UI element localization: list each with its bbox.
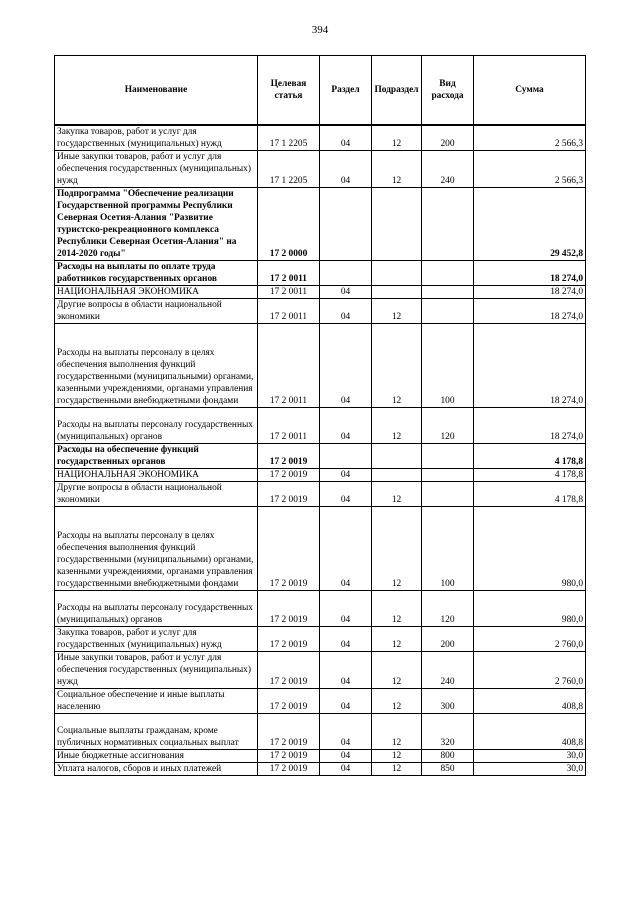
row-section: 04: [320, 469, 372, 482]
row-sum: 4 178,8: [474, 482, 586, 507]
row-expense-type: [422, 469, 474, 482]
row-name: Расходы на выплаты персоналу в целях обеспечения выполнения функций государственными (муниципальными) органами, казенными учреждениями, органами управления государственными внебюджетными фондами: [55, 507, 258, 591]
table-row: [55, 627, 586, 652]
row-expense-type: [422, 482, 474, 507]
row-name: Иные закупки товаров, работ и услуг для обеспечения государственных (муниципальных) нужд: [55, 151, 258, 188]
row-sum: 408,8: [474, 689, 586, 714]
row-expense-type: [422, 188, 474, 261]
row-article: 17 2 0019: [258, 469, 320, 482]
table-row: [55, 444, 586, 469]
table-row: [55, 286, 586, 299]
row-expense-type: 240: [422, 151, 474, 188]
row-article: 17 2 0019: [258, 482, 320, 507]
row-article: 17 2 0011: [258, 261, 320, 286]
row-expense-type: [422, 299, 474, 324]
row-name: Уплата налогов, сборов и иных платежей: [55, 763, 258, 776]
row-subsection: 12: [372, 714, 422, 750]
row-subsection: 12: [372, 151, 422, 188]
table-row: [55, 763, 586, 776]
row-sum: 2 760,0: [474, 652, 586, 689]
row-name: Социальное обеспечение и иные выплаты населению: [55, 689, 258, 714]
row-article: 17 2 0019: [258, 444, 320, 469]
table-row: [55, 482, 586, 507]
table-row: [55, 151, 586, 188]
row-name: Закупка товаров, работ и услуг для государственных (муниципальных) нужд: [55, 627, 258, 652]
row-section: 04: [320, 408, 372, 444]
row-article: 17 2 0019: [258, 591, 320, 627]
row-section: [320, 188, 372, 261]
row-name: НАЦИОНАЛЬНАЯ ЭКОНОМИКА: [55, 469, 258, 482]
header-expense-type: Вид расхода: [422, 56, 474, 126]
row-subsection: [372, 188, 422, 261]
table-row: [55, 689, 586, 714]
row-sum: 18 274,0: [474, 286, 586, 299]
header-sum: Сумма: [474, 56, 586, 126]
row-name: НАЦИОНАЛЬНАЯ ЭКОНОМИКА: [55, 286, 258, 299]
table-row: [55, 750, 586, 763]
row-section: 04: [320, 507, 372, 591]
row-section: [320, 261, 372, 286]
row-subsection: [372, 261, 422, 286]
row-expense-type: 200: [422, 125, 474, 151]
row-expense-type: [422, 444, 474, 469]
row-name: Другие вопросы в области национальной экономики: [55, 482, 258, 507]
table-row: [55, 125, 586, 151]
row-expense-type: 200: [422, 627, 474, 652]
table-header-row: [55, 56, 586, 126]
row-article: 17 1 2205: [258, 125, 320, 151]
row-section: 04: [320, 125, 372, 151]
row-article: 17 2 0011: [258, 299, 320, 324]
row-expense-type: [422, 261, 474, 286]
row-subsection: [372, 469, 422, 482]
row-name: Расходы на выплаты персоналу государственных (муниципальных) органов: [55, 591, 258, 627]
row-section: 04: [320, 750, 372, 763]
row-subsection: 12: [372, 591, 422, 627]
row-section: 04: [320, 714, 372, 750]
row-expense-type: 800: [422, 750, 474, 763]
table-row: [55, 261, 586, 286]
row-sum: 18 274,0: [474, 324, 586, 408]
header-name: Наименование: [55, 56, 258, 126]
row-sum: 408,8: [474, 714, 586, 750]
row-expense-type: 120: [422, 591, 474, 627]
budget-table: [54, 55, 586, 776]
row-expense-type: 300: [422, 689, 474, 714]
row-sum: 2 566,3: [474, 125, 586, 151]
row-article: 17 2 0011: [258, 324, 320, 408]
row-section: 04: [320, 324, 372, 408]
row-subsection: 12: [372, 324, 422, 408]
row-section: 04: [320, 689, 372, 714]
row-name: Другие вопросы в области национальной экономики: [55, 299, 258, 324]
row-subsection: 12: [372, 627, 422, 652]
row-expense-type: 100: [422, 324, 474, 408]
row-name: Расходы на выплаты персоналу в целях обеспечения выполнения функций государственными (муниципальными) органами, казенными учреждениями, органами управления государственными внебюджетными фондами: [55, 324, 258, 408]
row-sum: 980,0: [474, 591, 586, 627]
header-section: Раздел: [320, 56, 372, 126]
row-sum: 4 178,8: [474, 469, 586, 482]
row-article: 17 2 0011: [258, 286, 320, 299]
row-section: 04: [320, 286, 372, 299]
table-row: [55, 324, 586, 408]
row-subsection: 12: [372, 652, 422, 689]
row-expense-type: 850: [422, 763, 474, 776]
row-subsection: 12: [372, 299, 422, 324]
row-sum: 30,0: [474, 763, 586, 776]
row-name: Расходы на выплаты по оплате труда работников государственных органов: [55, 261, 258, 286]
table-row: [55, 714, 586, 750]
row-section: 04: [320, 652, 372, 689]
row-section: 04: [320, 763, 372, 776]
row-article: 17 2 0019: [258, 507, 320, 591]
row-article: 17 2 0019: [258, 652, 320, 689]
row-subsection: 12: [372, 482, 422, 507]
row-sum: 18 274,0: [474, 408, 586, 444]
row-name: Подпрограмма "Обеспечение реализации Государственной программы Республики Северная Осетия-Алания "Развитие туристско-рекреационного комплекса Республики Северная Осетия-Алания" на 2014-2020 годы": [55, 188, 258, 261]
table-row: [55, 469, 586, 482]
row-article: 17 2 0019: [258, 763, 320, 776]
row-article: 17 2 0000: [258, 188, 320, 261]
row-expense-type: 320: [422, 714, 474, 750]
row-article: 17 2 0011: [258, 408, 320, 444]
header-subsection: Подраздел: [372, 56, 422, 126]
table-row: [55, 299, 586, 324]
row-name: Иные закупки товаров, работ и услуг для обеспечения государственных (муниципальных) нужд: [55, 652, 258, 689]
row-subsection: [372, 286, 422, 299]
row-sum: 2 760,0: [474, 627, 586, 652]
row-section: [320, 444, 372, 469]
row-expense-type: [422, 286, 474, 299]
row-subsection: 12: [372, 408, 422, 444]
row-article: 17 2 0019: [258, 714, 320, 750]
row-sum: 4 178,8: [474, 444, 586, 469]
table-row: [55, 591, 586, 627]
row-name: Иные бюджетные ассигнования: [55, 750, 258, 763]
row-article: 17 2 0019: [258, 627, 320, 652]
row-subsection: 12: [372, 125, 422, 151]
row-name: Социальные выплаты гражданам, кроме публичных нормативных социальных выплат: [55, 714, 258, 750]
table-row: [55, 507, 586, 591]
row-expense-type: 100: [422, 507, 474, 591]
row-subsection: 12: [372, 763, 422, 776]
row-article: 17 2 0019: [258, 750, 320, 763]
table-row: [55, 188, 586, 261]
row-section: 04: [320, 627, 372, 652]
row-sum: 18 274,0: [474, 261, 586, 286]
table-row: [55, 652, 586, 689]
header-article: Целевая статья: [258, 56, 320, 126]
table-row: [55, 408, 586, 444]
table-body: [55, 125, 586, 776]
row-article: 17 2 0019: [258, 689, 320, 714]
row-name: Расходы на обеспечение функций государственных органов: [55, 444, 258, 469]
row-subsection: [372, 444, 422, 469]
row-section: 04: [320, 591, 372, 627]
row-subsection: 12: [372, 750, 422, 763]
row-subsection: 12: [372, 689, 422, 714]
row-name: Закупка товаров, работ и услуг для государственных (муниципальных) нужд: [55, 125, 258, 151]
row-name: Расходы на выплаты персоналу государственных (муниципальных) органов: [55, 408, 258, 444]
row-section: 04: [320, 151, 372, 188]
row-sum: 2 566,3: [474, 151, 586, 188]
row-section: 04: [320, 482, 372, 507]
row-sum: 30,0: [474, 750, 586, 763]
row-expense-type: 240: [422, 652, 474, 689]
row-subsection: 12: [372, 507, 422, 591]
row-sum: 980,0: [474, 507, 586, 591]
row-sum: 29 452,8: [474, 188, 586, 261]
row-expense-type: 120: [422, 408, 474, 444]
row-article: 17 1 2205: [258, 151, 320, 188]
row-sum: 18 274,0: [474, 299, 586, 324]
row-section: 04: [320, 299, 372, 324]
page-number: 394: [311, 24, 329, 36]
